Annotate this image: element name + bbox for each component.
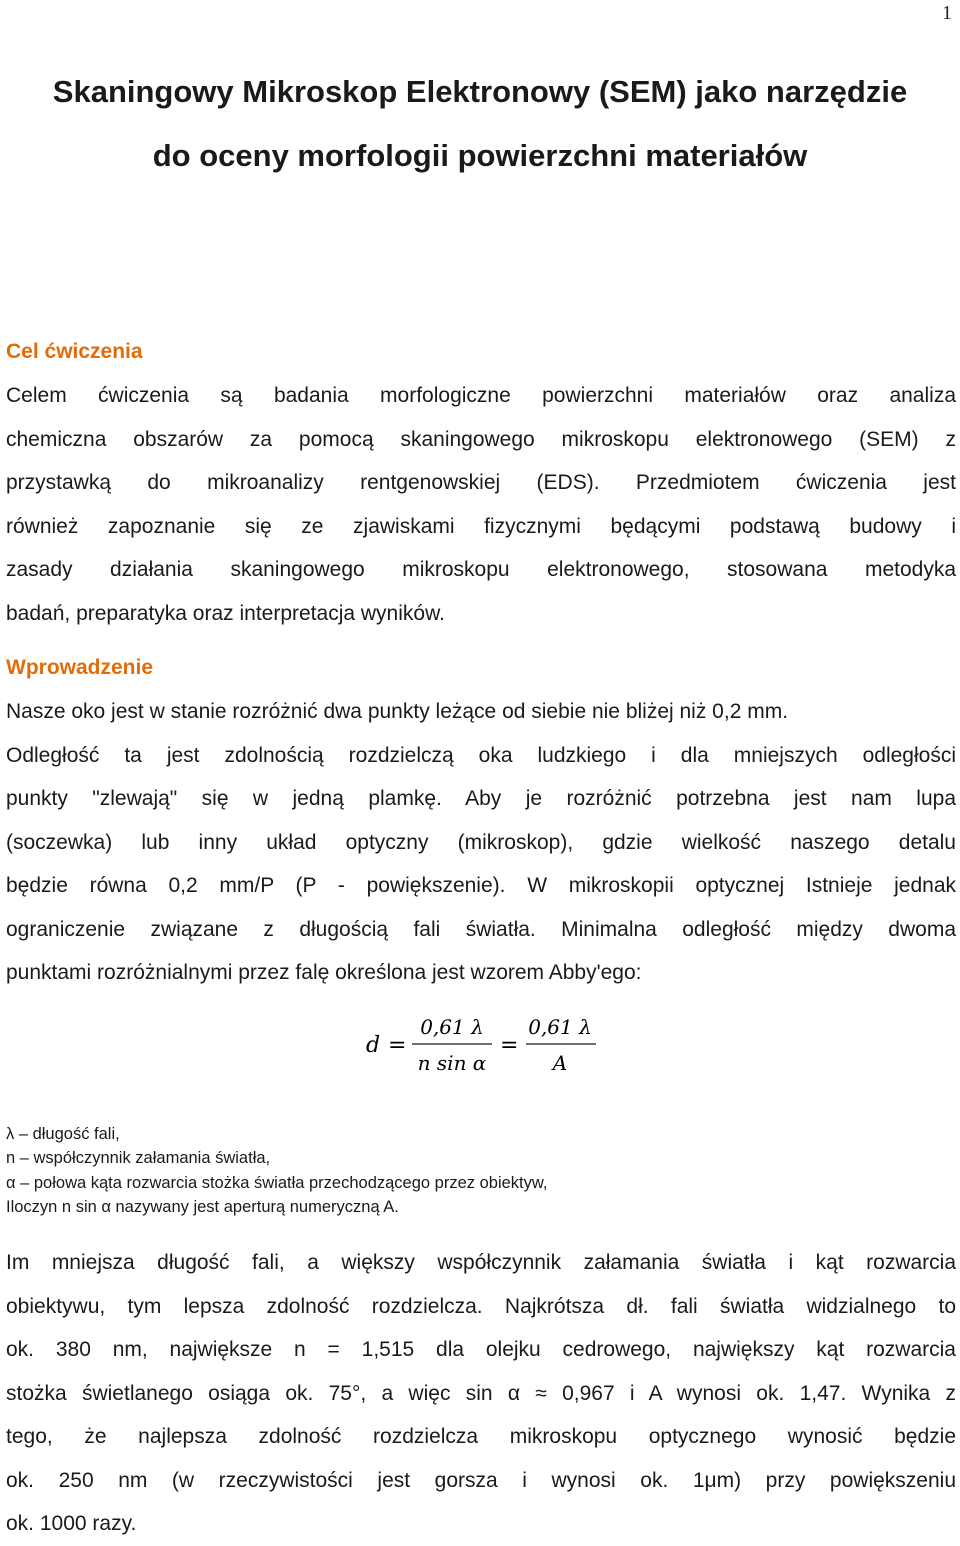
symbol-legend — [6, 1122, 547, 1219]
abbe-formula — [360, 1008, 620, 1088]
paragraph-line: Celem ćwiczenia są badania morfologiczne powierzchni materiałów oraz analiza — [6, 384, 956, 407]
paragraph-line: ok. 250 nm (w rzeczywistości jest gorsza i wynosi ok. 1μm) przy powiększeniu — [6, 1468, 956, 1492]
paragraph-line: będzie równa 0,2 mm/P (P - powiększenie). W mikroskopii optycznej Istnieje jednak — [6, 874, 956, 897]
paragraph-line: zasady działania skaningowego mikroskopu elektronowego, stosowana metodyka — [6, 558, 956, 581]
section-heading-cel: Cel ćwiczenia — [6, 340, 143, 363]
formula-eq-1: = — [388, 1033, 407, 1058]
legend-item-alpha: α – połowa kąta rozwarcia stożka światła przechodzącego przez obiektyw, — [6, 1173, 548, 1192]
legend-item-numerical-aperture: Iloczyn n sin α nazywany jest aperturą numeryczną A. — [6, 1197, 399, 1216]
paragraph-line: ok. 1000 razy. — [6, 1512, 137, 1535]
section-paragraph-cel — [6, 374, 956, 635]
formula-eq-2: = — [500, 1033, 519, 1058]
formula-denominator-2: A — [552, 1051, 568, 1075]
legend-item-lambda: λ – długość fali, — [6, 1125, 120, 1143]
paragraph-line: Im mniejsza długość fali, a większy współczynnik załamania światła i kąt rozwarcia — [6, 1251, 956, 1274]
paragraph-line: ok. 380 nm, największe n = 1,515 dla olejku cedrowego, największy kąt rozwarcia — [6, 1338, 956, 1361]
paragraph-line: Odległość ta jest zdolnością rozdzielczą oka ludzkiego i dla mniejszych odległości — [6, 743, 956, 767]
paragraph-line: również zapoznanie się ze zjawiskami fizycznymi będącymi podstawą budowy i — [6, 514, 956, 538]
document-title — [0, 60, 960, 188]
formula-denominator-1: n sin α — [417, 1051, 487, 1075]
formula-lhs: d — [366, 1033, 381, 1058]
paragraph-line: badań, preparatyka oraz interpretacja wyników. — [6, 601, 445, 625]
formula-numerator-1: 0,61 λ — [420, 1015, 484, 1039]
paragraph-line: punktami rozróżnialnymi przez falę określona jest wzorem Abby'ego: — [6, 961, 642, 984]
page-number: 1 — [942, 2, 952, 24]
section-heading-wprowadzenie: Wprowadzenie — [6, 656, 154, 679]
paragraph-line: obiektywu, tym lepsza zdolność rozdzielcza. Najkrótsza dł. fali światła widzialnego to — [6, 1294, 956, 1318]
paragraph-line: tego, że najlepsza zdolność rozdzielcza mikroskopu optycznego wynosić będzie — [6, 1425, 956, 1448]
paragraph-line: punkty "zlewają" się w jedną plamkę. Aby je rozróżnić potrzebna jest nam lupa — [6, 787, 956, 810]
paragraph-line: (soczewka) lub inny układ optyczny (mikroskop), gdzie wielkość naszego detalu — [6, 830, 956, 854]
section-paragraph-resolution — [6, 1241, 956, 1546]
paragraph-line: ograniczenie związane z długością fali światła. Minimalna odległość między dwoma — [6, 917, 956, 941]
legend-item-n: n – współczynnik załamania światła, — [6, 1149, 271, 1168]
paragraph-line: Nasze oko jest w stanie rozróżnić dwa punkty leżące od siebie nie bliżej niż 0,2 mm. — [6, 700, 789, 723]
title-line-2: do oceny morfologii powierzchni materiałów — [152, 138, 808, 173]
section-paragraph-wprowadzenie — [6, 690, 956, 995]
paragraph-line: przystawką do mikroanalizy rentgenowskiej (EDS). Przedmiotem ćwiczenia jest — [6, 471, 956, 494]
paragraph-line: stożka świetlanego osiąga ok. 75°, a więc sin α ≈ 0,967 i A wynosi ok. 1,47. Wynika z — [6, 1381, 956, 1405]
paragraph-line: chemiczna obszarów za pomocą skaningowego mikroskopu elektronowego (SEM) z — [6, 427, 956, 451]
title-line-1: Skaningowy Mikroskop Elektronowy (SEM) jako narzędzie — [52, 74, 908, 109]
formula-numerator-2: 0,61 λ — [528, 1015, 592, 1039]
